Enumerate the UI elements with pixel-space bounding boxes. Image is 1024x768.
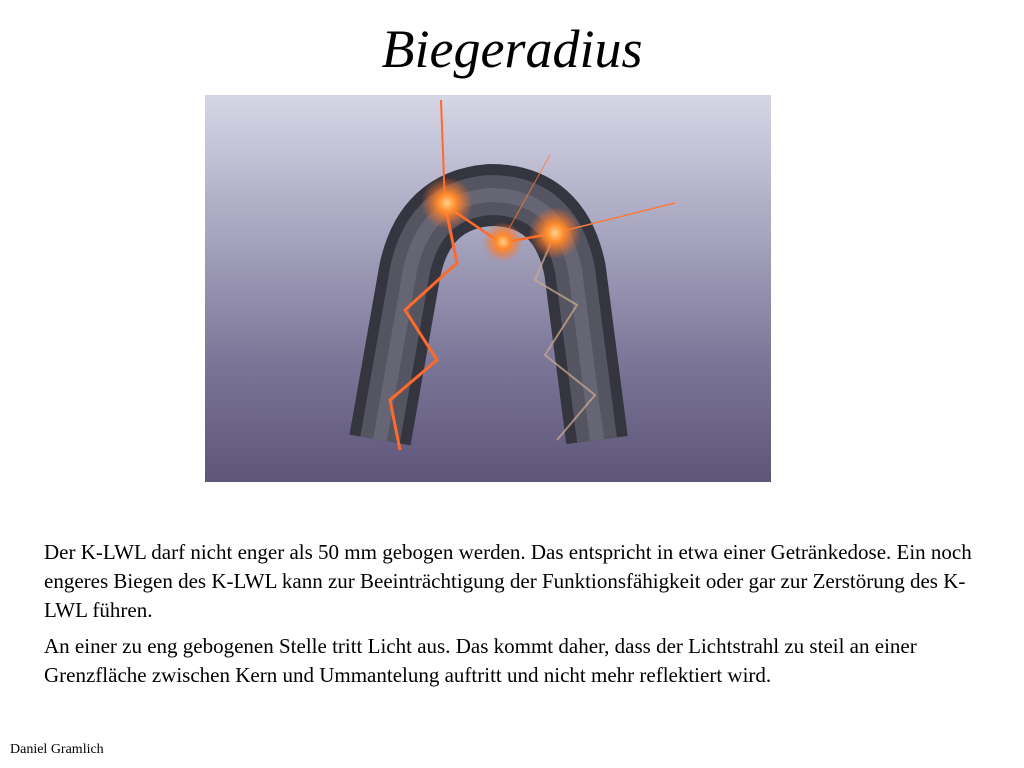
- paragraph-bending-limit: Der K-LWL darf nicht enger als 50 mm gebogen werden. Das entspricht in etwa einer Getränkedose. Ein noch engeres Biegen des K-LWL kann zur Beeinträchtigung der Funktionsfähigkeit oder gar zur Zerstörung des K-LWL führen.: [44, 540, 972, 622]
- body-text: [44, 538, 994, 697]
- glow-spot-center: [483, 222, 523, 262]
- figure-background: [205, 95, 771, 482]
- footer-author: Daniel Gramlich: [10, 742, 104, 757]
- paragraph-light-leak: An einer zu eng gebogenen Stelle tritt Licht aus. Das kommt daher, dass der Lichtstrahl zu steil an einer Grenzfläche zwischen Kern und Ummantelung auftritt und nicht mehr reflektiert wird.: [44, 634, 917, 687]
- glow-spot-right: [529, 207, 581, 259]
- glow-spot-left: [421, 177, 473, 229]
- slide-title: Biegeradius: [381, 19, 643, 79]
- bent-fiber-illustration: [205, 95, 771, 482]
